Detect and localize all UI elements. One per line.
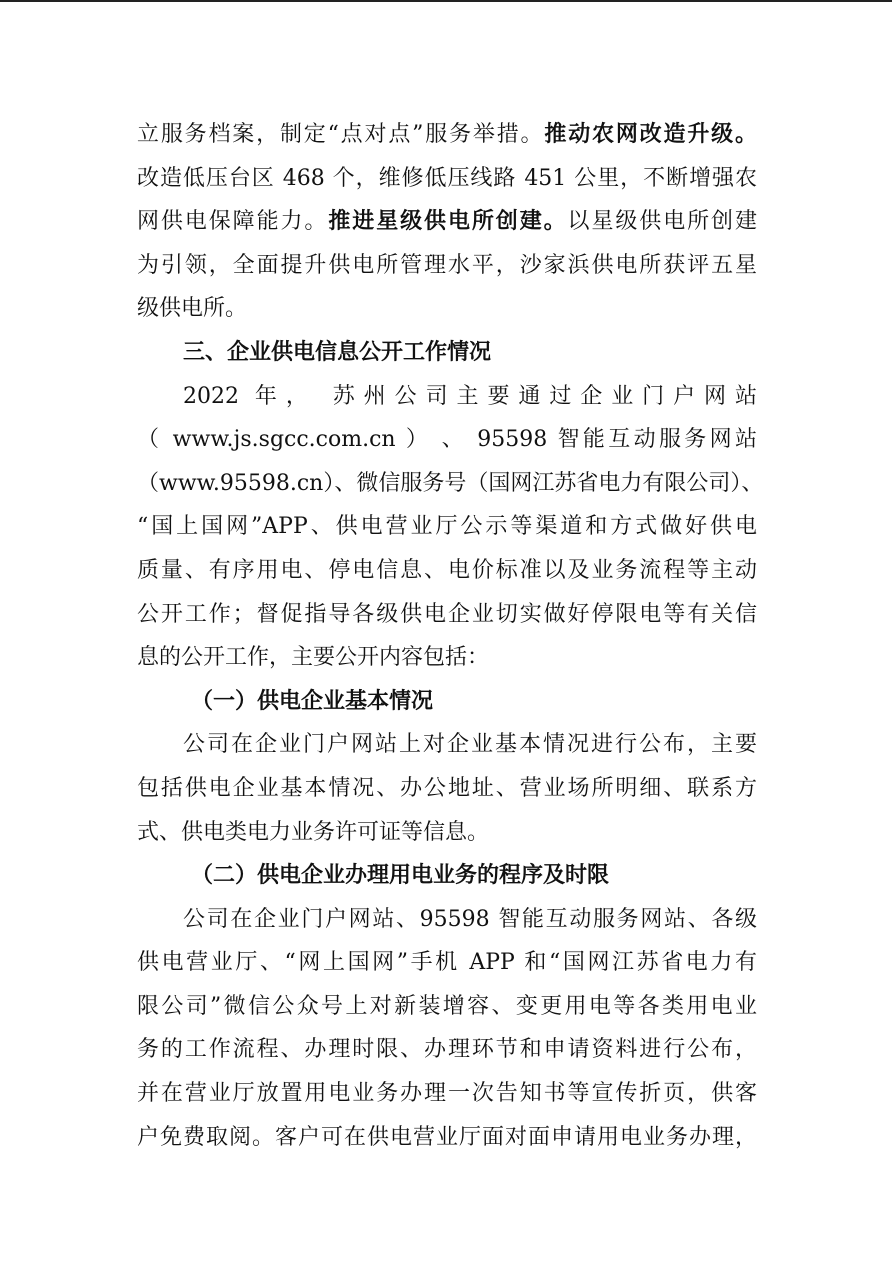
page-top-border	[0, 0, 892, 2]
paragraph-line: 公开工作；督促指导各级供电企业切实做好停限电等有关信	[137, 601, 757, 627]
paragraph-line: “国上国网”APP、供电营业厅公示等渠道和方式做好供电	[137, 514, 757, 540]
text-run: 网供电保障能力。	[137, 209, 329, 235]
text-run: 改造低压台区 468 个，维修低压线路 451 公里，不断增强农	[137, 165, 757, 191]
paragraph-line: 包括供电企业基本情况、办公地址、营业场所明细、联系方	[137, 775, 757, 801]
section-heading: 三、企业供电信息公开工作情况	[183, 338, 492, 365]
paragraph-line: （www.95598.cn）、微信服务号（国网江苏省电力有限公司）、	[137, 470, 764, 496]
paragraph-line	[137, 157, 757, 201]
bold-text-run: 推进星级供电所创建。	[328, 208, 568, 235]
text-run: 以星级供电所创建	[567, 209, 757, 235]
paragraph-line: 2022 年， 苏州公司主要通过企业门户网站	[183, 383, 757, 409]
paragraph-line: 户免费取阅。客户可在供电营业厅面对面申请用电业务办理，	[137, 1124, 757, 1150]
text-run: 立服务档案，制定“点对点”服务举措。	[137, 122, 545, 147]
paragraph-line: 公司在企业门户网站、95598 智能互动服务网站、各级	[183, 906, 757, 932]
paragraph-line: 公司在企业门户网站上对企业基本情况进行公布，主要	[183, 732, 757, 758]
text-run: 级供电所。	[137, 296, 248, 322]
subsection-heading: （二）供电企业办理用电业务的程序及时限	[191, 862, 610, 889]
paragraph-line: 务的工作流程、办理时限、办理环节和申请资料进行公布，	[137, 1037, 757, 1063]
document-body	[137, 113, 764, 1159]
paragraph-line	[137, 244, 757, 288]
paragraph-line	[137, 200, 757, 244]
paragraph-line: （ www.js.sgcc.com.cn ） 、 95598 智能互动服务网站	[137, 427, 757, 453]
paragraph-line: 息的公开工作，主要公开内容包括：	[137, 645, 490, 671]
paragraph-line	[137, 287, 757, 331]
paragraph-line: 质量、有序用电、停电信息、电价标准以及业务流程等主动	[137, 557, 757, 583]
bold-text-run: 推动农网改造升级。	[544, 121, 757, 147]
text-run: 为引领，全面提升供电所管理水平，沙家浜供电所获评五星	[137, 252, 757, 278]
subsection-heading: （一）供电企业基本情况	[191, 687, 434, 714]
paragraph-line	[137, 113, 757, 157]
paragraph-line: 限公司”微信公众号上对新装增容、变更用电等各类用电业	[137, 993, 757, 1019]
paragraph-line: 并在营业厅放置用电业务办理一次告知书等宣传折页，供客	[137, 1081, 757, 1107]
paragraph-line: 供电营业厅、“网上国网”手机 APP 和“国网江苏省电力有	[137, 950, 757, 976]
paragraph-line: 式、供电类电力业务许可证等信息。	[137, 819, 490, 845]
